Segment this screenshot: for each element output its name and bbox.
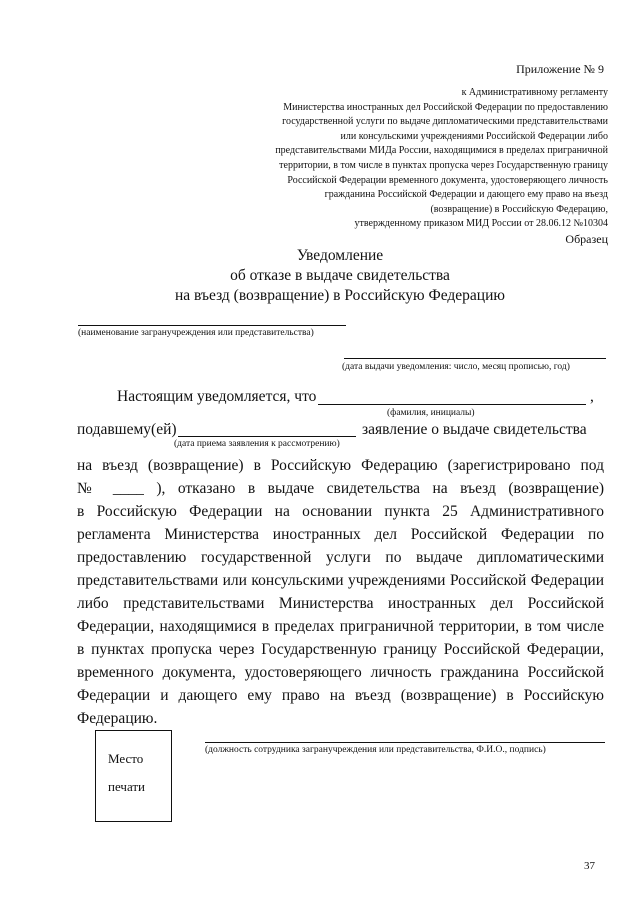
body-line: на въезд (возвращение) в Российскую Федерацию (зарегистрировано под (77, 457, 604, 474)
body-line: временного документа, удостоверяющего личность гражданина Российской (77, 664, 604, 681)
name-field-line[interactable] (318, 404, 586, 405)
application-date-field-line[interactable] (178, 436, 356, 437)
annex-line: (возвращение) в Российскую Федерацию, (430, 203, 608, 215)
stamp-label: печати (108, 779, 146, 794)
body-line: регламента Министерства иностранных дел Российской Федерации по (77, 526, 604, 543)
body-line: предоставлению государственной услуги по выдаче дипломатическими (77, 549, 604, 566)
stamp-box (95, 730, 172, 822)
notice-comma: , (590, 388, 594, 405)
name-caption: (фамилия, инициалы) (387, 408, 475, 418)
title-line: Уведомление (296, 247, 384, 264)
annex-reference (190, 86, 608, 247)
title-line: на въезд (возвращение) в Российскую Федерацию (175, 287, 505, 304)
annex-line: Российской Федерации временного документа, удостоверяющего личность (287, 174, 608, 186)
body-line: № ____ ), отказано в выдаче свидетельства на въезд (возвращение) (77, 480, 604, 497)
body-line: Федерации, находящимися в пределах приграничной территории, в том числе (77, 618, 604, 635)
submitted-label: подавшему(ей) (77, 421, 177, 438)
date-caption: (дата выдачи уведомления: число, месяц прописью, год) (342, 362, 570, 372)
annex-line: утвержденному приказом МИД России от 28.06.12 №10304 (354, 218, 608, 230)
title-line: об отказе в выдаче свидетельства (230, 267, 450, 284)
application-text: заявление о выдаче свидетельства (362, 421, 587, 438)
institution-field-line[interactable] (78, 325, 346, 326)
annex-line: гражданина Российской Федерации и дающего ему право на въезд (324, 189, 608, 201)
institution-caption: (наименование загранучреждения или представительства) (78, 328, 314, 338)
signature-field-line[interactable] (205, 742, 605, 743)
body-line: Федерации и дающего ему право на въезд (возвращение) в Российскую (77, 687, 604, 704)
signature-caption: (должность сотрудника загранучреждения или представительства, Ф.И.О., подпись) (205, 745, 546, 755)
body-line: либо представительствами Министерства иностранных дел Российской (77, 595, 604, 612)
notice-intro: Настоящим уведомляется, что (117, 388, 317, 405)
body-line: представительствами или консульскими учреждениями Российской Федерации (77, 572, 604, 589)
sample-label: Образец (565, 231, 608, 246)
annex-line: представительствами МИДа России, находящимися в пределах приграничной (275, 145, 608, 157)
stamp-label: Место (108, 751, 144, 766)
body-line: в пунктах пропуска через Государственную границу Российской Федерации, (77, 641, 604, 658)
annex-line: Министерства иностранных дел Российской Федерации по предоставлению (283, 101, 608, 113)
annex-line: государственной услуги по выдаче дипломатическими представительствами (282, 116, 608, 128)
document-title (120, 246, 560, 306)
application-date-caption: (дата приема заявления к рассмотрению) (174, 439, 340, 449)
body-line: в Российскую Федерации на основании пункта 25 Административного (77, 503, 604, 520)
annex-line: к Административному регламенту (461, 87, 608, 98)
annex-title: Приложение № 9 (516, 62, 604, 76)
annex-line: территории, в том числе в пунктах пропуска через Государственную границу (279, 159, 608, 171)
annex-line: или консульскими учреждениями Российской Федерации либо (340, 130, 608, 142)
date-field-line[interactable] (344, 358, 606, 359)
page-number: 37 (584, 860, 595, 872)
body-line: Федерацию. (77, 710, 158, 727)
